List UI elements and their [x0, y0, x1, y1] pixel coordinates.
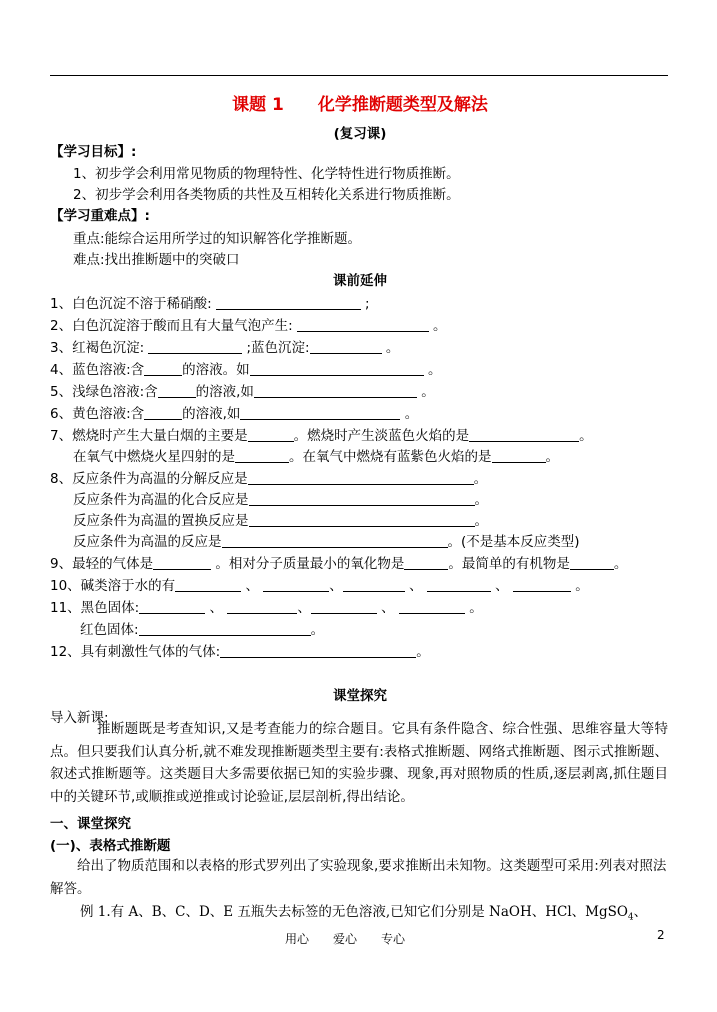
answer-blank[interactable]: [399, 599, 465, 614]
question-9: 9、最轻的气体是 。相对分子质量最小的氧化物是 。最简单的有机物是 。: [50, 556, 628, 572]
example-1: 例 1.有 A、B、C、D、E 五瓶失去标签的无色溶液,已知它们分别是 NaOH、HCl、MgSO$_4$、: [80, 904, 648, 923]
objective-1: 1、初步学会利用常见物质的物理特性、化学特性进行物质推断。: [73, 166, 460, 182]
section-1-1-text: 给出了物质范围和以表格的形式罗列出了实验现象,要求推断出未知物。这类题型可采用:列表对照法解答。: [50, 858, 667, 897]
intro-label: 导入新课:: [50, 710, 109, 726]
question-8: 8、反应条件为高温的分解反应是 。: [50, 471, 488, 487]
answer-blank[interactable]: [216, 295, 361, 310]
answer-blank[interactable]: [220, 643, 416, 658]
question-8-b: 反应条件为高温的化合反应是 。: [73, 492, 488, 508]
answer-blank[interactable]: [248, 470, 474, 485]
footer-word: 爱心: [333, 932, 358, 946]
answer-blank[interactable]: [222, 533, 448, 548]
lesson-subtitle: (复习课): [333, 126, 387, 142]
answer-blank[interactable]: [297, 317, 429, 332]
answer-blank[interactable]: [343, 577, 405, 592]
page-number: 2: [657, 928, 665, 942]
header-rule: [50, 75, 668, 76]
answer-blank[interactable]: [139, 599, 205, 614]
answer-blank[interactable]: [139, 621, 311, 636]
question-6: 6、黄色溶液:含 的溶液,如 。: [50, 406, 419, 422]
objectives-heading: 【学习目标】:: [50, 144, 137, 160]
answer-blank[interactable]: [144, 405, 182, 420]
section-1-heading: 一、课堂探究: [50, 816, 131, 832]
question-3: 3、红褐色沉淀: ;蓝色沉淀: 。: [50, 340, 400, 356]
answer-blank[interactable]: [175, 577, 241, 592]
question-4: 4、蓝色溶液:含 的溶液。如 。: [50, 362, 442, 378]
lesson-title: [50, 90, 670, 115]
intro-paragraph: 推断题既是考查知识,又是考查能力的综合题目。它具有条件隐含、综合性强、思维容量大等特点。但只要我们认真分析,就不难发现推断题类型主要有:表格式推断题、网络式推断题、图示式推断题、叙述式推断题等。这类题目大多需要依据已知的实验步骤、现象,再对照物质的性质,逐层剥离,抓住题目中的关键环节,或顺推或逆推或讨论验证,层层剖析,得出结论。: [50, 721, 668, 805]
section-1-1-heading: (一)、表格式推断题: [50, 838, 171, 854]
answer-blank[interactable]: [310, 339, 382, 354]
page-footer: [285, 930, 429, 947]
lesson-name: 化学推断题类型及解法: [317, 95, 488, 115]
question-10: 10、碱类溶于水的有 、 、 、 、 。: [50, 578, 589, 594]
answer-blank[interactable]: [492, 448, 546, 463]
question-1: 1、白色沉淀不溶于稀硝酸: ;: [50, 296, 370, 312]
answer-blank[interactable]: [235, 448, 289, 463]
keypoint-important: 重点:能综合运用所学过的知识解答化学推断题。: [73, 231, 362, 247]
answer-blank[interactable]: [311, 599, 377, 614]
answer-blank[interactable]: [570, 555, 614, 570]
objective-2: 2、初步学会利用各类物质的共性及互相转化关系进行物质推断。: [73, 187, 460, 203]
question-8-c: 反应条件为高温的置换反应是 。: [73, 513, 488, 529]
question-5: 5、浅绿色溶液:含 的溶液,如 。: [50, 384, 435, 400]
answer-blank[interactable]: [469, 427, 579, 442]
answer-blank[interactable]: [158, 383, 196, 398]
question-12: 12、具有刺激性气体的气体: 。: [50, 644, 430, 660]
in-class-heading: 课堂探究: [333, 688, 387, 704]
question-8-d: 反应条件为高温的反应是 。(不是基本反应类型): [73, 534, 580, 550]
answer-blank[interactable]: [153, 555, 211, 570]
answer-blank[interactable]: [249, 512, 475, 527]
answer-blank[interactable]: [404, 555, 448, 570]
answer-blank[interactable]: [248, 427, 294, 442]
answer-blank[interactable]: [513, 577, 571, 592]
question-11: 11、黑色固体: 、 、 、 。: [50, 600, 483, 616]
answer-blank[interactable]: [240, 405, 400, 420]
keypoints-heading: 【学习重难点】:: [50, 208, 150, 224]
question-7-cont: 在氧气中燃烧火星四射的是 。在氧气中燃烧有蓝紫色火焰的是 。: [73, 449, 559, 465]
answer-blank[interactable]: [249, 491, 475, 506]
question-2: 2、白色沉淀溶于酸而且有大量气泡产生: 。: [50, 318, 447, 334]
pre-class-heading: 课前延伸: [333, 273, 387, 289]
footer-word: 专心: [381, 932, 406, 946]
answer-blank[interactable]: [227, 599, 297, 614]
footer-word: 用心: [285, 932, 310, 946]
answer-blank[interactable]: [250, 361, 424, 376]
answer-blank[interactable]: [144, 361, 182, 376]
answer-blank[interactable]: [427, 577, 491, 592]
answer-blank[interactable]: [254, 383, 417, 398]
question-11-b: 红色固体: 。: [80, 622, 325, 638]
lesson-number: 课题 1: [232, 95, 284, 115]
question-7: 7、燃烧时产生大量白烟的主要是 。燃烧时产生淡蓝色火焰的是 。: [50, 428, 593, 444]
keypoint-difficult: 难点:找出推断题中的突破口: [73, 252, 240, 268]
answer-blank[interactable]: [263, 577, 329, 592]
answer-blank[interactable]: [148, 339, 242, 354]
